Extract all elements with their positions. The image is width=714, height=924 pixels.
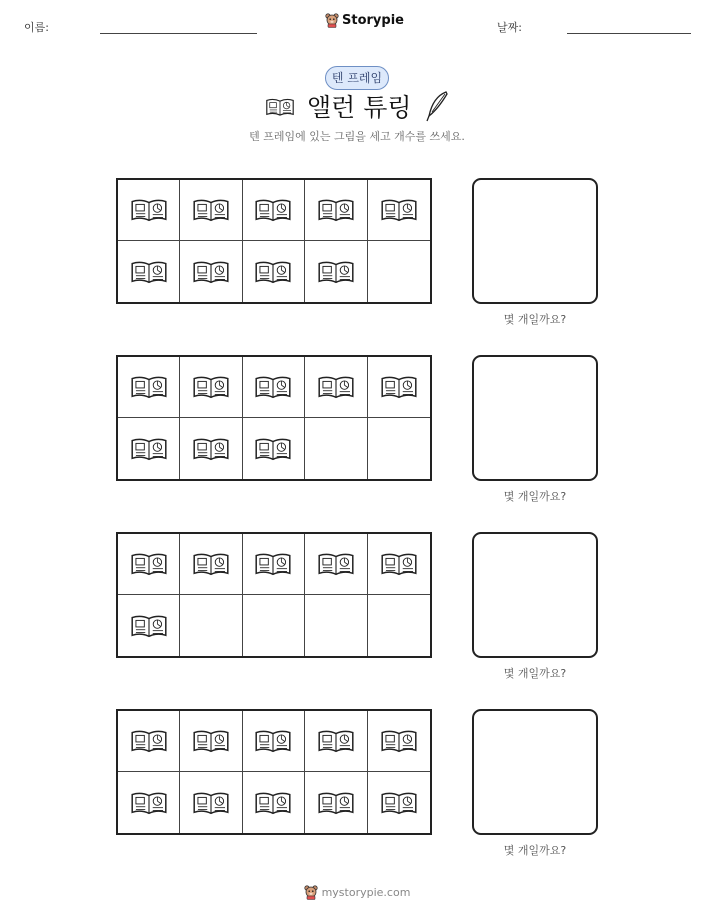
ten-frame: [116, 355, 432, 481]
footer: [0, 884, 714, 900]
ten-frame: [116, 178, 432, 304]
open-book-icon: [317, 196, 355, 224]
ten-frame-cell: [180, 595, 242, 656]
worksheet-tag: 텐 프레임: [325, 66, 389, 90]
ten-frame-cell: [243, 241, 305, 302]
open-book-icon: [380, 373, 418, 401]
instructions: 텐 프레임에 있는 그림을 세고 개수를 쓰세요.: [249, 130, 465, 143]
ten-frame-cell: [305, 180, 367, 241]
ten-frame-cell: [368, 357, 430, 418]
ten-frame-cell: [180, 241, 242, 302]
ten-frame-cell: [368, 241, 430, 302]
ten-frame-cell: [243, 534, 305, 595]
ten-frame-cell: [305, 241, 367, 302]
open-book-icon: [130, 373, 168, 401]
question-text: 몇 개일까요?: [503, 667, 567, 680]
quill-pen-icon: [424, 90, 450, 122]
open-book-icon: [317, 550, 355, 578]
ten-frame-cell: [118, 711, 180, 772]
ten-frame-cell: [243, 418, 305, 479]
open-book-icon: [317, 258, 355, 286]
ten-frame-cell: [243, 357, 305, 418]
ten-frame-cell: [180, 711, 242, 772]
answer-box[interactable]: [472, 532, 598, 658]
open-book-icon: [380, 550, 418, 578]
open-book-icon: [130, 789, 168, 817]
open-book-icon: [192, 435, 230, 463]
open-book-icon: [192, 727, 230, 755]
brand-name: Storypie: [342, 12, 404, 28]
ten-frame-cell: [305, 595, 367, 656]
answer-box[interactable]: [472, 709, 598, 835]
date-label: 날짜:: [497, 21, 522, 34]
open-book-icon: [254, 727, 292, 755]
open-book-icon: [192, 789, 230, 817]
ten-frame-cell: [118, 418, 180, 479]
title-row: [0, 88, 714, 124]
open-book-icon: [380, 789, 418, 817]
open-book-icon: [317, 727, 355, 755]
open-book-icon: [130, 727, 168, 755]
ten-frame-cell: [305, 357, 367, 418]
question-text: 몇 개일까요?: [503, 313, 567, 326]
open-book-icon: [254, 550, 292, 578]
footer-url: mystorypie.com: [321, 885, 411, 899]
open-book-icon: [254, 789, 292, 817]
ten-frame-cell: [118, 772, 180, 833]
open-book-icon: [130, 550, 168, 578]
ten-frame-cell: [118, 595, 180, 656]
open-book-icon: [254, 196, 292, 224]
answer-box[interactable]: [472, 355, 598, 481]
open-book-icon: [380, 196, 418, 224]
ten-frame-cell: [243, 595, 305, 656]
page-title: 앨런 튜링: [307, 93, 412, 122]
open-book-icon: [192, 550, 230, 578]
open-book-icon: [192, 373, 230, 401]
open-book-icon: [380, 727, 418, 755]
open-book-icon: [265, 96, 295, 118]
ten-frame-cell: [180, 418, 242, 479]
open-book-icon: [254, 258, 292, 286]
answer-box[interactable]: [472, 178, 598, 304]
ten-frame-cell: [305, 772, 367, 833]
ten-frame-cell: [118, 534, 180, 595]
open-book-icon: [317, 789, 355, 817]
question-text: 몇 개일까요?: [503, 490, 567, 503]
ten-frame-cell: [118, 357, 180, 418]
ten-frame-cell: [243, 772, 305, 833]
ten-frame-cell: [305, 711, 367, 772]
ten-frame-cell: [180, 180, 242, 241]
date-line: [567, 33, 691, 34]
question-text: 몇 개일까요?: [503, 844, 567, 857]
ten-frame: [116, 709, 432, 835]
ten-frame-cell: [368, 180, 430, 241]
ten-frame-cell: [243, 711, 305, 772]
open-book-icon: [130, 196, 168, 224]
open-book-icon: [130, 258, 168, 286]
name-label: 이름:: [24, 21, 49, 34]
bear-mascot-icon: [304, 884, 318, 900]
ten-frame-cell: [180, 534, 242, 595]
open-book-icon: [254, 435, 292, 463]
open-book-icon: [317, 373, 355, 401]
open-book-icon: [192, 258, 230, 286]
ten-frame-cell: [118, 241, 180, 302]
ten-frame-cell: [180, 357, 242, 418]
open-book-icon: [130, 612, 168, 640]
open-book-icon: [192, 196, 230, 224]
ten-frame-cell: [368, 418, 430, 479]
open-book-icon: [254, 373, 292, 401]
name-line: [100, 33, 257, 34]
ten-frame-cell: [368, 711, 430, 772]
ten-frame-cell: [243, 180, 305, 241]
brand: [325, 12, 404, 28]
bear-mascot-icon: [325, 12, 339, 28]
ten-frame-cell: [118, 180, 180, 241]
ten-frame-cell: [305, 534, 367, 595]
ten-frame-cell: [368, 772, 430, 833]
ten-frame-cell: [305, 418, 367, 479]
ten-frame: [116, 532, 432, 658]
ten-frame-cell: [368, 534, 430, 595]
open-book-icon: [130, 435, 168, 463]
ten-frame-cell: [368, 595, 430, 656]
ten-frame-cell: [180, 772, 242, 833]
